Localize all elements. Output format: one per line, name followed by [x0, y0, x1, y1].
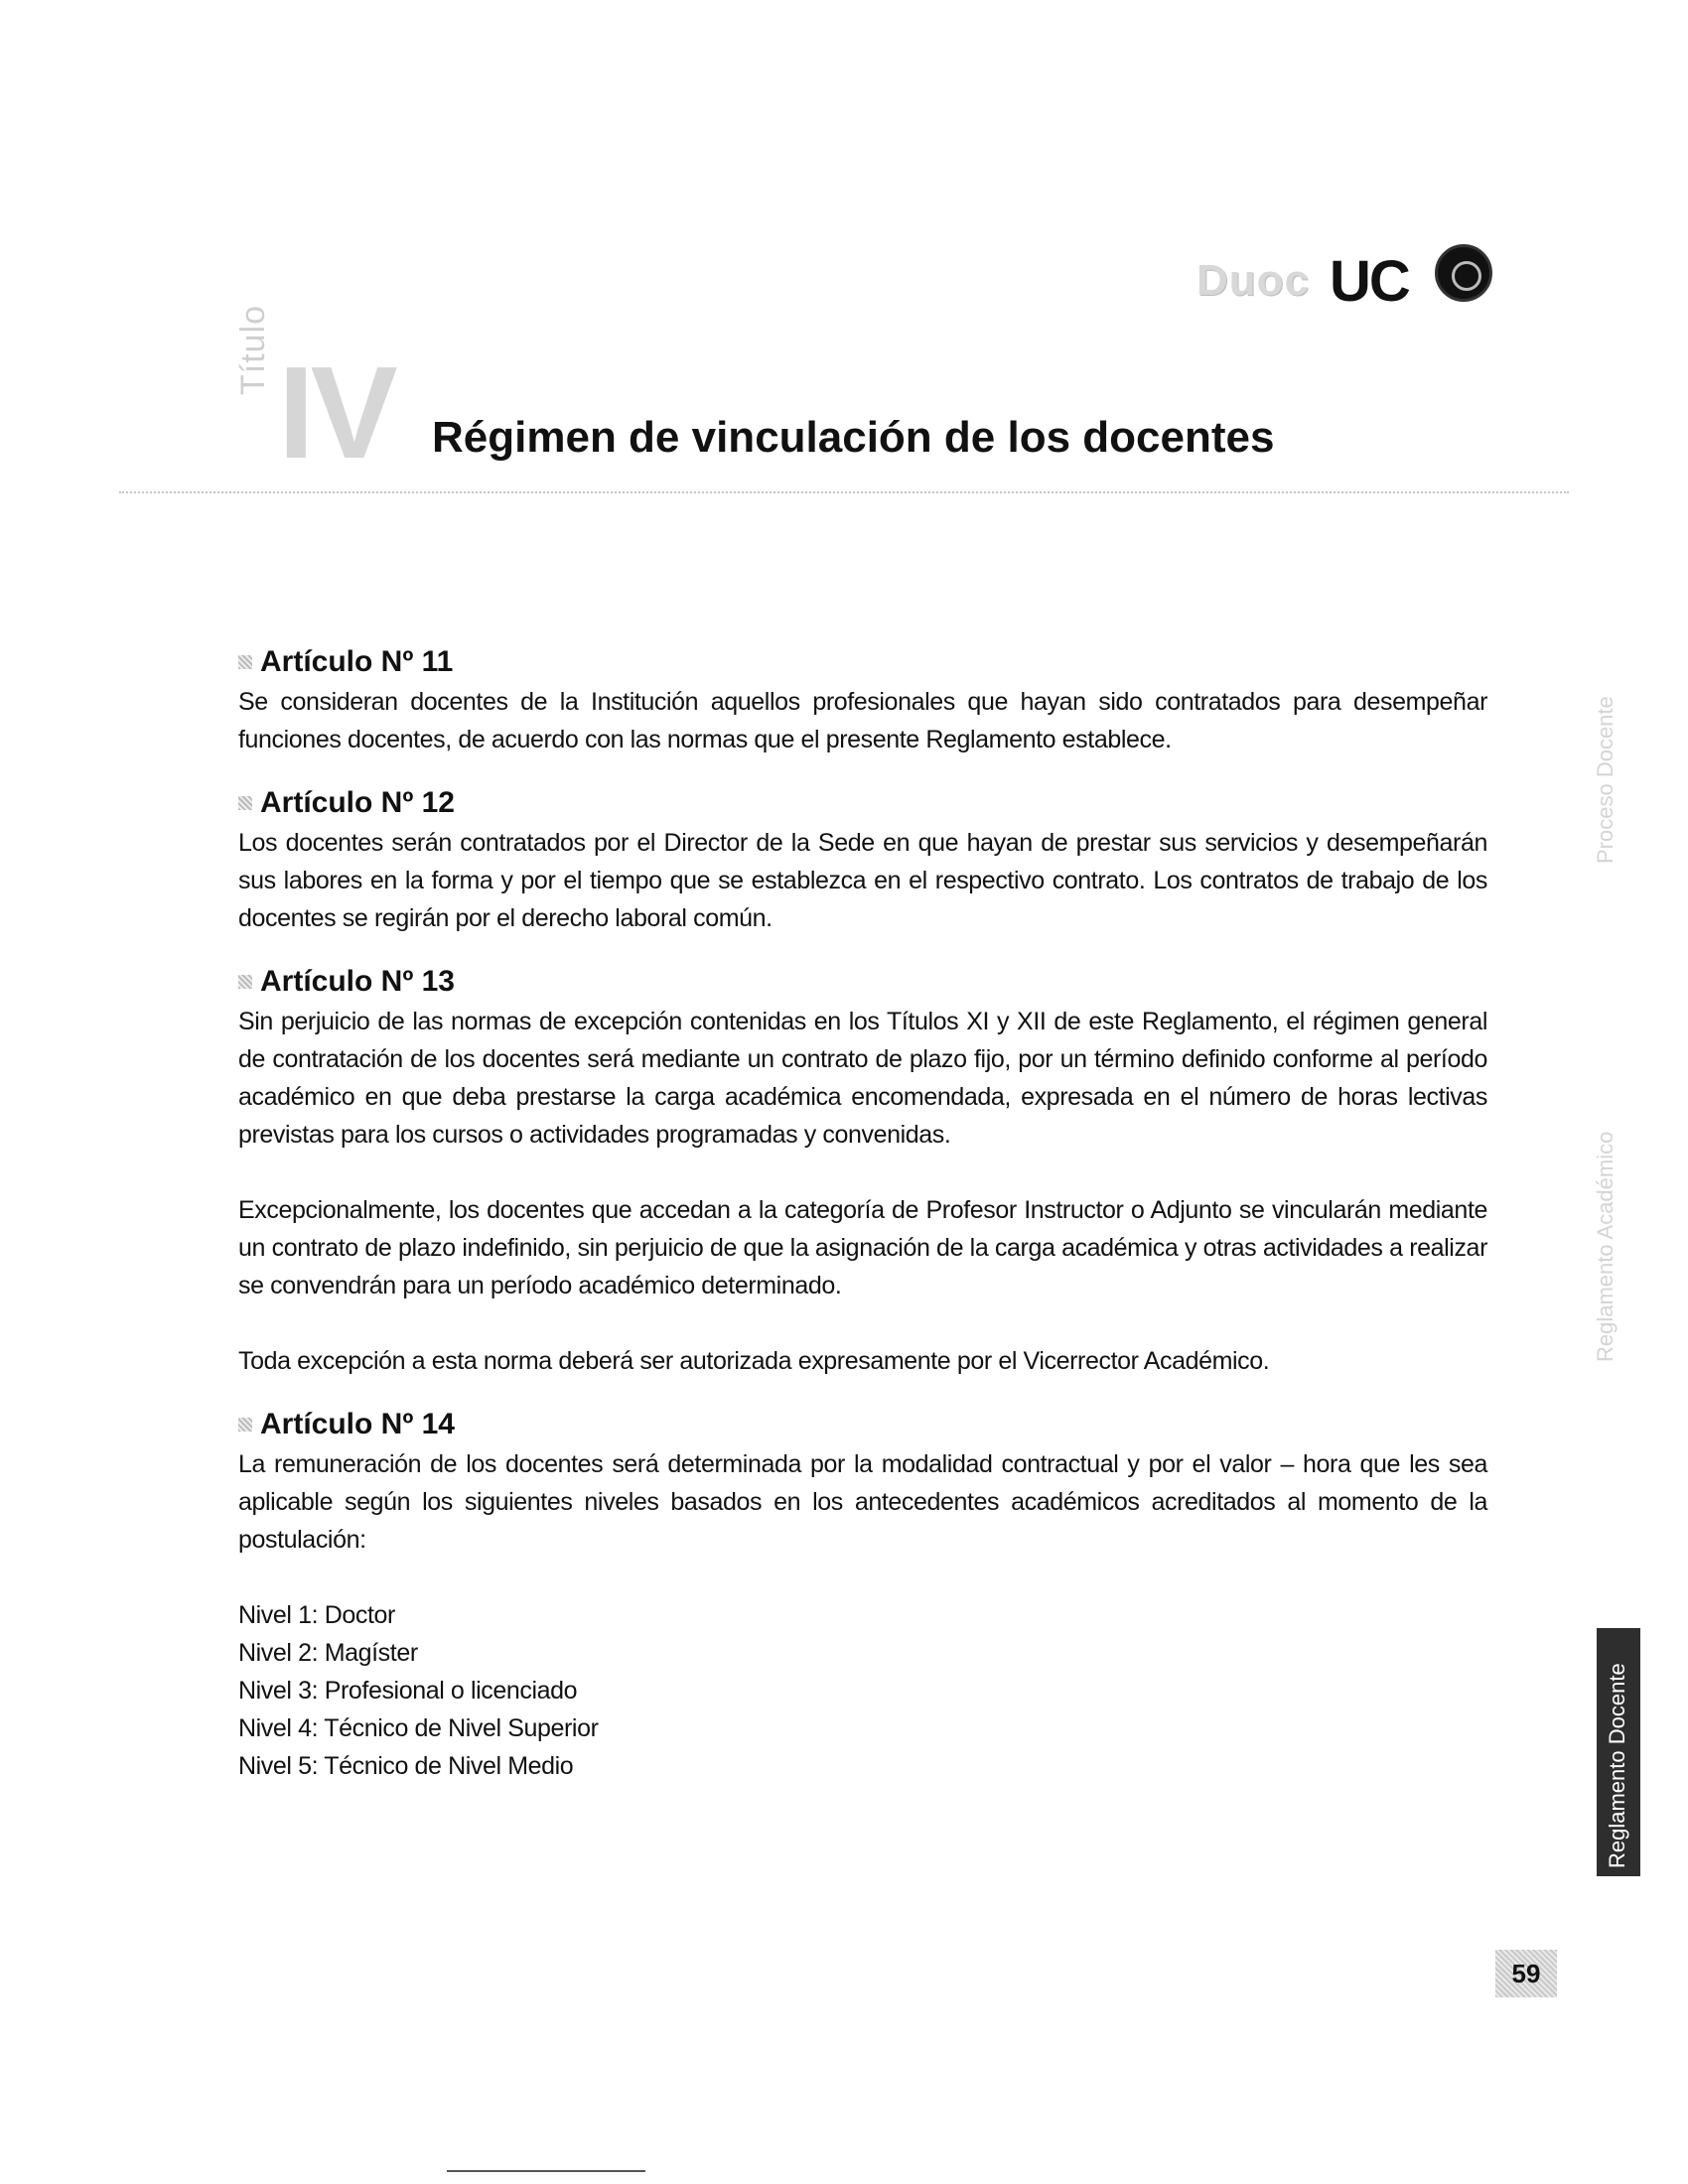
list-item: Nivel 5: Técnico de Nivel Medio [238, 1752, 574, 1780]
side-tab-reglamento-docente[interactable] [1597, 1628, 1640, 1876]
article-heading [238, 786, 1487, 820]
logo-duoc-text: Duoc [1196, 256, 1310, 305]
article-heading [238, 965, 1487, 999]
article-heading [238, 1408, 1487, 1441]
article-paragraph: Se consideran docentes de la Institución aquellos profesionales que hayan sido contratados para desempeñar funciones docentes, de acuerdo con las normas que el presente Reglamento establece. [238, 688, 1487, 753]
page-number: 59 [1495, 1950, 1557, 1997]
article-title: Artículo Nº 12 [260, 786, 455, 819]
article-14 [238, 1408, 1487, 1785]
bullet-icon [238, 796, 252, 810]
side-tab-proceso-docente[interactable]: Proceso Docente [1593, 696, 1618, 864]
article-paragraph: La remuneración de los docentes será determinada por la modalidad contractual y por el valor – hora que les sea aplicable según los siguientes niveles basados en los antecedentes académicos acreditados al momento de la postulación: [238, 1450, 1487, 1554]
titulo-label: Título [234, 304, 272, 395]
side-tab-label: Reglamento Docente [1605, 1663, 1629, 1868]
footer-divider [447, 2170, 645, 2172]
uc-seal-icon [1435, 244, 1492, 302]
article-title: Artículo Nº 11 [260, 645, 454, 678]
list-item: Nivel 1: Doctor [238, 1601, 395, 1629]
page-title: Régimen de vinculación de los docentes [432, 413, 1275, 462]
list-item: Nivel 3: Profesional o licenciado [238, 1677, 578, 1705]
chapter-number: IV [278, 340, 394, 485]
list-item: Nivel 4: Técnico de Nivel Superior [238, 1714, 599, 1742]
article-heading [238, 645, 1487, 679]
bullet-icon [238, 1418, 252, 1432]
article-paragraph: Sin perjuicio de las normas de excepción contenidas en los Títulos XI y XII de este Reglamento, el régimen general de contratación de los docentes será mediante un contrato de plazo fijo, por un término definido conforme al período académico en que deba prestarse la carga académica encomendada, expresada en el número de horas lectivas previstas para los cursos o actividades programadas y convenidas. [238, 1008, 1487, 1149]
article-paragraph: Los docentes serán contratados por el Director de la Sede en que hayan de prestar sus servicios y desempeñarán sus labores en la forma y por el tiempo que se establezca en el respectivo contrato. Los contratos de trabajo de los docentes se regirán por el derecho laboral común. [238, 829, 1487, 932]
article-paragraph: Toda excepción a esta norma deberá ser autorizada expresamente por el Vicerrector Académico. [238, 1347, 1270, 1375]
levels-list [238, 1596, 1487, 1785]
side-tab-reglamento-academico[interactable]: Reglamento Académico [1593, 1131, 1618, 1362]
article-11 [238, 645, 1487, 758]
duocuc-logo [1196, 238, 1494, 318]
document-body [238, 645, 1487, 1813]
list-item: Nivel 2: Magíster [238, 1639, 418, 1667]
logo-uc-text: UC [1330, 249, 1409, 314]
bullet-icon [238, 975, 252, 989]
article-title: Artículo Nº 14 [260, 1408, 455, 1440]
bullet-icon [238, 655, 252, 669]
article-13 [238, 965, 1487, 1380]
article-paragraph: Excepcionalmente, los docentes que accedan a la categoría de Profesor Instructor o Adjunto se vincularán mediante un contrato de plazo indefinido, sin perjuicio de que la asignación de la carga académica y otras actividades a realizar se convendrán para un período académico determinado. [238, 1196, 1487, 1299]
article-title: Artículo Nº 13 [260, 965, 455, 998]
title-divider [119, 491, 1569, 493]
article-12 [238, 786, 1487, 937]
